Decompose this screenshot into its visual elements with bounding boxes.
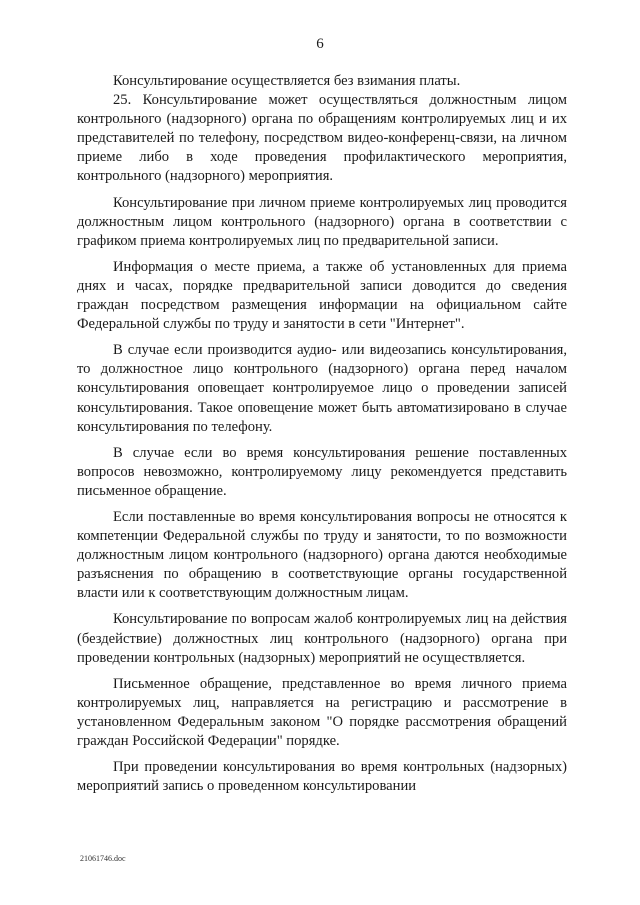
paragraph-written-request: В случае если во время консультирования решение поставленных вопросов невозможно, контролируемому лицу рекомендуется представить письменное обращение. — [77, 444, 567, 499]
paragraph-item-25: 25. Консультирование может осуществляться должностным лицом контрольного (надзорного) органа по обращениям контролируемых лиц и их представителей по телефону, посредством видео-конференц-связи, на личном приеме либо в ходе проведения профилактического мероприятия, контрольного (надзорного) мероприятия. — [77, 92, 567, 185]
paragraph-competence: Если поставленные во время консультирования вопросы не относятся к компетенции Федеральной службы по труду и занятости, то по возможности должностным лицом контрольного (надзорного) органа даются необходимые разъяснения по обращению в соответствующие органы государственной власти или к соответствующим должностным лицам. — [77, 508, 567, 602]
document-body — [77, 72, 567, 796]
paragraph-audio-video-recording: В случае если производится аудио- или видеозапись консультирования, то должностное лицо контрольного (надзорного) органа перед началом консультирования оповещает контролируемое лицо о проведении записей консультирования. Такое оповещение может быть автоматизировано в случае консультирования по телефону. — [77, 342, 567, 435]
paragraph-free-of-charge: Консультирование осуществляется без взимания платы. — [113, 73, 461, 89]
paragraph-written-request-registration: Письменное обращение, представленное во время личного приема контролируемых лиц, направляется на регистрацию и рассмотрение в установленном Федеральным законом "О порядке рассмотрения обращений граждан Российской Федерации" порядке. — [77, 675, 567, 749]
document-footer-filename: 21061746.doc — [80, 854, 126, 863]
paragraph-reception-info: Информация о месте приема, а также об установленных для приема днях и часах, порядке предварительной записи доводится до сведения граждан посредством размещения информации на официальном сайте Федеральной службы по труду и занятости в сети "Интернет". — [77, 258, 567, 333]
paragraph-personal-reception: Консультирование при личном приеме контролируемых лиц проводится должностным лицом контрольного (надзорного) органа в соответствии с графиком приема контролируемых лиц по предварительной записи. — [77, 194, 567, 249]
paragraph-complaints: Консультирование по вопросам жалоб контролируемых лиц на действия (бездействие) должностных лиц контрольного (надзорного) органа при проведении контрольных (надзорных) мероприятий не осуществляется. — [77, 611, 567, 666]
paragraph-control-measures: При проведении консультирования во время контрольных (надзорных) мероприятий запись о проведенном консультировании — [77, 759, 567, 795]
page-number: 6 — [316, 36, 324, 52]
